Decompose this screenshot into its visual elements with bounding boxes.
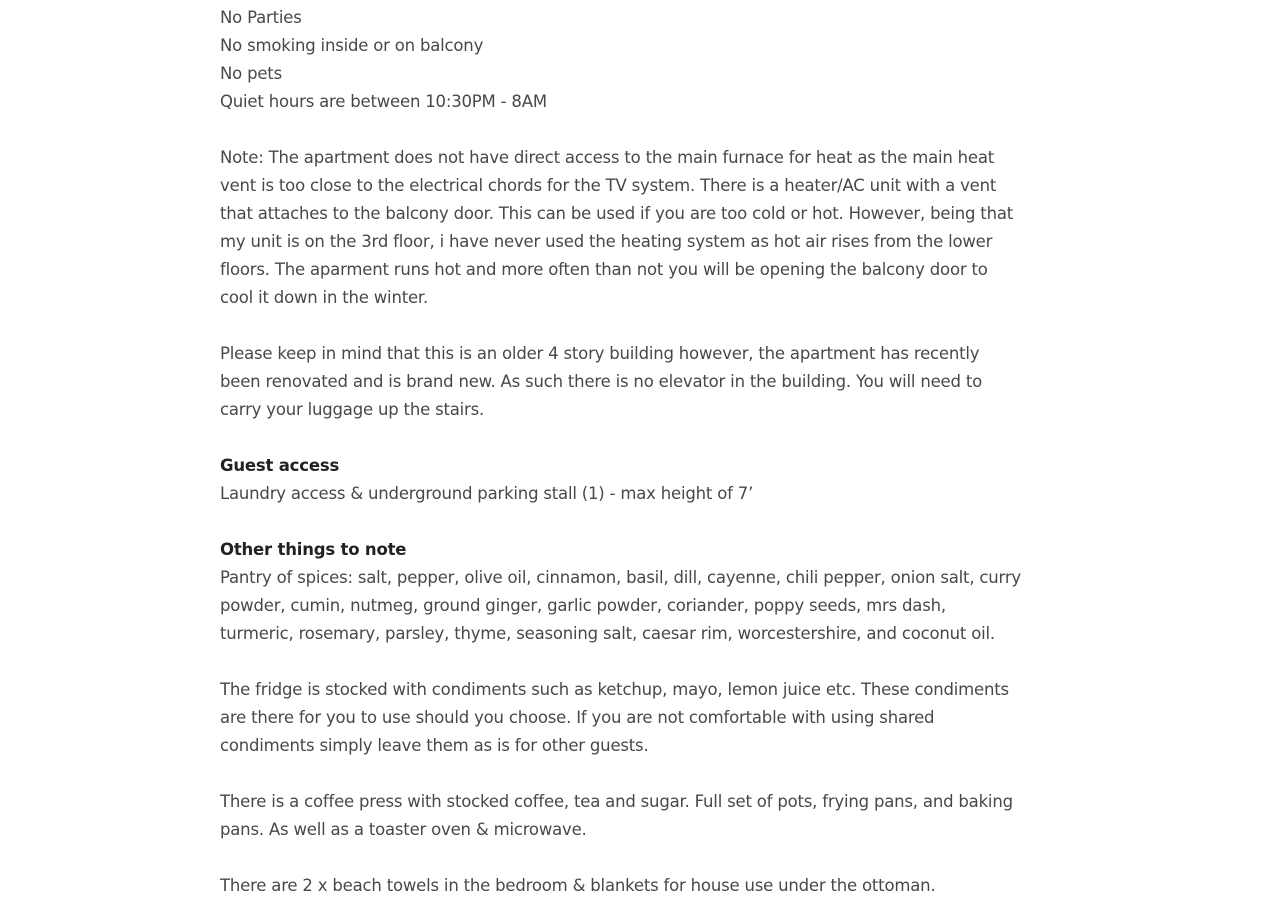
text-line: pans. As well as a toaster oven & microwave. (220, 820, 587, 839)
building-note-paragraph (220, 340, 1060, 424)
towels-text: There are 2 x beach towels in the bedroom & blankets for house use under the ottoman. (220, 876, 936, 895)
spacer (220, 424, 1060, 452)
text-line: Note: The apartment does not have direct access to the main furnace for heat as the main heat (220, 148, 995, 167)
text-line: floors. The aparment runs hot and more often than not you will be opening the balcony door to (220, 260, 988, 279)
text-line: that attaches to the balcony door. This can be used if you are too cold or hot. However, being that (220, 204, 1014, 223)
text-line: condiments simply leave them as is for other guests. (220, 736, 649, 755)
text-line: There is a coffee press with stocked coffee, tea and sugar. Full set of pots, frying pans, and baking (220, 792, 1013, 811)
house-rule-item: Quiet hours are between 10:30PM - 8AM (220, 92, 547, 111)
other-things-heading: Other things to note (220, 540, 407, 559)
guest-access-section (220, 452, 1060, 508)
fridge-paragraph (220, 676, 1060, 760)
guest-access-text: Laundry access & underground parking stall (1) - max height of 7’ (220, 484, 754, 503)
text-line: been renovated and is brand new. As such there is no elevator in the building. You will need to (220, 372, 982, 391)
text-line: Pantry of spices: salt, pepper, olive oil, cinnamon, basil, dill, cayenne, chili pepper, onion salt, curry (220, 568, 1021, 587)
text-line: turmeric, rosemary, parsley, thyme, seasoning salt, caesar rim, worcestershire, and coconut oil. (220, 624, 995, 643)
other-things-section (220, 536, 1060, 900)
coffee-paragraph (220, 788, 1060, 844)
spacer (220, 648, 1060, 676)
house-rules-list (220, 4, 1060, 116)
house-rule-item: No smoking inside or on balcony (220, 36, 484, 55)
guest-access-heading: Guest access (220, 456, 340, 475)
text-line: cool it down in the winter. (220, 288, 429, 307)
spacer (220, 116, 1060, 144)
spacer (220, 844, 1060, 872)
text-line: Please keep in mind that this is an older 4 story building however, the apartment has recently (220, 344, 980, 363)
text-line: are there for you to use should you choose. If you are not comfortable with using shared (220, 708, 935, 727)
text-line: carry your luggage up the stairs. (220, 400, 485, 419)
text-line: vent is too close to the electrical chords for the TV system. There is a heater/AC unit with a vent (220, 176, 997, 195)
text-line: powder, cumin, nutmeg, ground ginger, garlic powder, coriander, poppy seeds, mrs dash, (220, 596, 946, 615)
pantry-paragraph (220, 564, 1060, 648)
spacer (220, 312, 1060, 340)
spacer (220, 508, 1060, 536)
house-rule-item: No pets (220, 64, 282, 83)
spacer (220, 760, 1060, 788)
listing-description (220, 4, 1060, 900)
house-rule-item: No Parties (220, 8, 302, 27)
text-line: my unit is on the 3rd floor, i have never used the heating system as hot air rises from the lower (220, 232, 993, 251)
text-line: The fridge is stocked with condiments such as ketchup, mayo, lemon juice etc. These condiments (220, 680, 1009, 699)
heating-note-paragraph (220, 144, 1060, 312)
